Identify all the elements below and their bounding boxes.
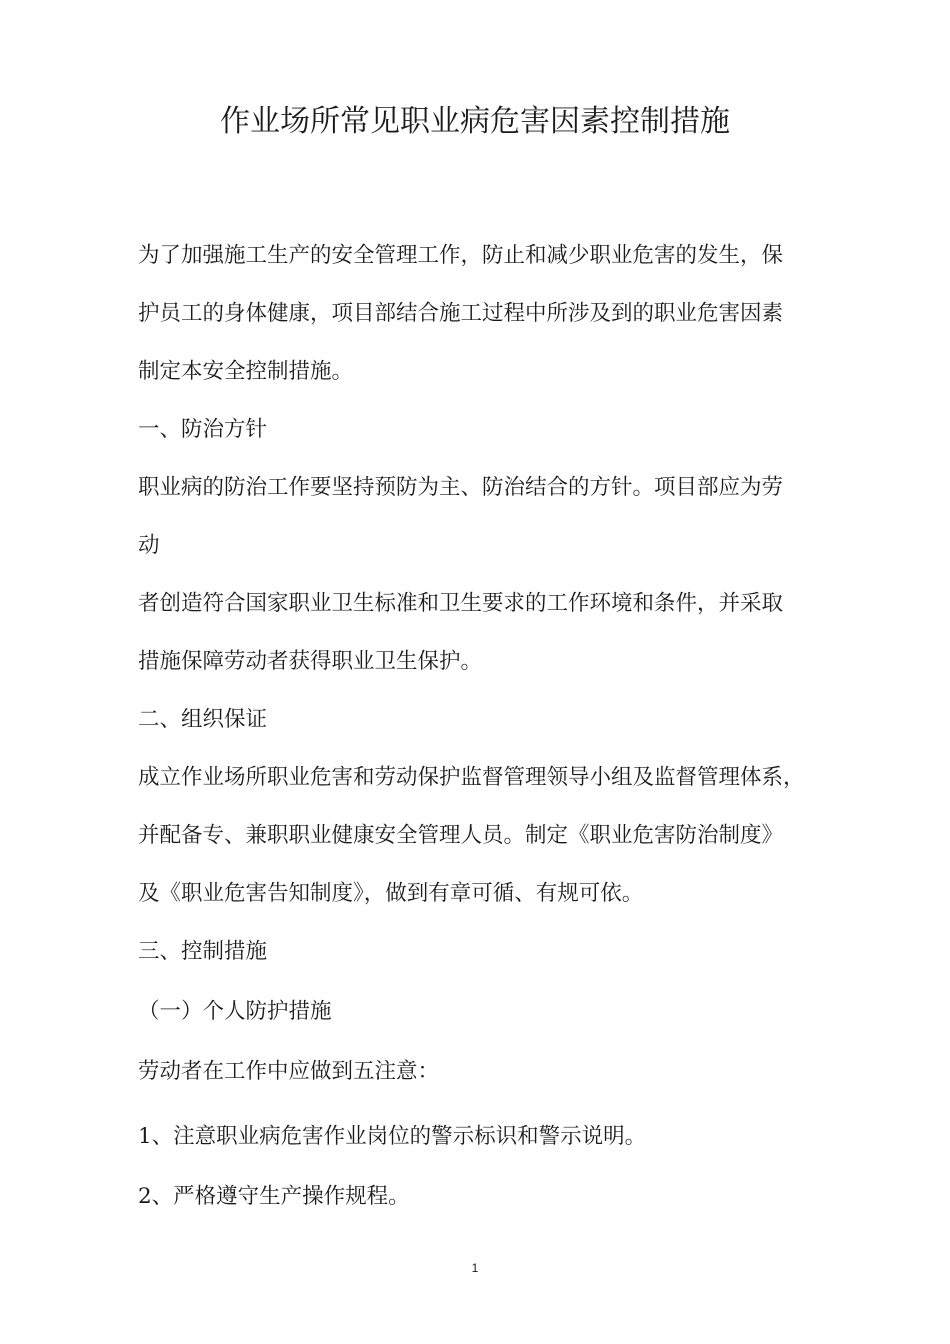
- list-item: 1、注意职业病危害作业岗位的警示标识和警示说明。: [138, 1124, 647, 1149]
- paragraph-line: 成立作业场所职业危害和劳动保护监督管理领导小组及监督管理体系，: [138, 765, 805, 790]
- paragraph-line: 及《职业危害告知制度》，做到有章可循、有规可依。: [138, 881, 644, 906]
- subsection-heading: （一）个人防护措施: [138, 999, 332, 1024]
- section-heading: 三、控制措施: [138, 939, 268, 964]
- paragraph-line: 职业病的防治工作要坚持预防为主、防治结合的方针。项目部应为劳: [138, 475, 784, 500]
- document-title: 作业场所常见职业病危害因素控制措施: [220, 104, 730, 139]
- section-heading: 一、防治方针: [138, 417, 268, 442]
- paragraph-line: 劳动者在工作中应做到五注意：: [138, 1059, 440, 1084]
- paragraph-line: 动: [138, 533, 160, 558]
- page-number: 1: [471, 1261, 479, 1275]
- list-item: 2、严格遵守生产操作规程。: [138, 1184, 410, 1209]
- paragraph-line: 护员工的身体健康，项目部结合施工过程中所涉及到的职业危害因素: [138, 301, 784, 326]
- section-heading: 二、组织保证: [138, 707, 268, 732]
- paragraph-line: 为了加强施工生产的安全管理工作，防止和减少职业危害的发生，保: [138, 243, 784, 268]
- paragraph-line: 并配备专、兼职职业健康安全管理人员。制定《职业危害防治制度》: [138, 823, 784, 848]
- paragraph-line: 者创造符合国家职业卫生标准和卫生要求的工作环境和条件，并采取: [138, 591, 784, 616]
- paragraph-line: 制定本安全控制措施。: [138, 359, 354, 384]
- paragraph-line: 措施保障劳动者获得职业卫生保护。: [138, 649, 483, 674]
